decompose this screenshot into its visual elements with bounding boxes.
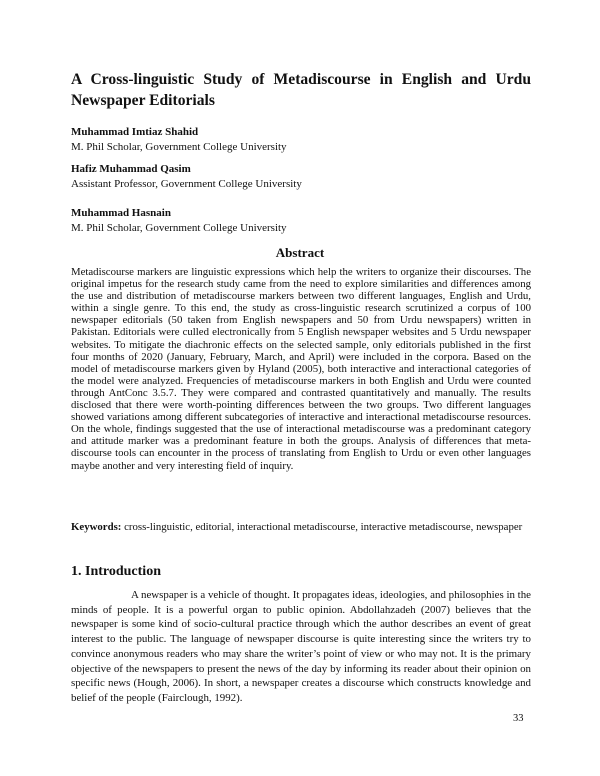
author-block — [71, 206, 531, 236]
section-heading-introduction: 1. Introduction — [71, 564, 161, 579]
author-name: Muhammad Hasnain — [71, 207, 171, 219]
author-affiliation: M. Phil Scholar, Government College University — [71, 141, 287, 153]
author-block — [71, 125, 531, 155]
abstract-text: Metadiscourse markers are linguistic expressions which help the writers to organize their discourses. The original impetus for the research study came from the need to explore similarities and differences among the use and distribution of metadiscourse markers between two different languages, English and Urdu, within a single genre. To this end, the study as cross-linguistic research scrutinized a corpus of 100 newspaper editorials (50 taken from English newspapers and 50 from Urdu newspapers) written in Pakistan. Editorials were culled electronically from 5 English newspaper websites and 5 Urdu newspaper websites. To mitigate the diachronic effects on the selected sample, only editorials published in the first four months of 2020 (January, February, March, and April) were included in the corpora. Based on the model of metadiscourse markers given by Hyland (2005), both interactive and interactional categories of the model were analyzed. Frequencies of metadiscourse markers in both English and Urdu were counted through AntConc 3.5.7. They were compared and contrasted quantitatively and manually. The results disclosed that there were worth-pointing differences between the two groups. Two different languages showed variations among different subcategories of interactive and interactional metadiscourse resources. On the whole, findings suggested that the use of interactional metadiscourse was a predominant category and attitude marker was a predominant feature in both the groups. Analysis of differences that meta-discourse tools can encounter in the process of translating from English to Urdu or even other languages maybe another and very interesting field of inquiry. — [71, 266, 531, 472]
abstract-heading: Abstract — [275, 245, 325, 260]
author-affiliation: M. Phil Scholar, Government College University — [71, 222, 287, 234]
keywords-label: Keywords: — [71, 521, 122, 533]
author-name: Hafiz Muhammad Qasim — [71, 163, 191, 175]
keywords-paragraph — [71, 521, 531, 534]
paper-title: A Cross-linguistic Study of Metadiscourse in English and Urdu Newspaper Editorials — [71, 71, 531, 109]
keywords-text: cross-linguistic, editorial, interactional metadiscourse, interactive metadiscourse, newspaper — [124, 521, 523, 533]
introduction-paragraph: A newspaper is a vehicle of thought. It propagates ideas, ideologies, and philosophies in the minds of people. It is a powerful organ to public opinion. Abdollahzadeh (2007) believes that the newspaper is some kind of socio-cultural practice through which the author describes an event of great interest to the public. The language of newspaper discourse is quite interesting since the writers try to convince anonymous readers who may share the writer’s point of view or who may not. It is the primary objective of the newspapers to present the news of the day by informing its reader about their opinion on specific news (Hough, 2006). In short, a newspaper creates a discourse which constructs knowledge and belief of the people (Fairclough, 1992). — [71, 589, 531, 704]
page-number: 33 — [513, 713, 524, 724]
author-affiliation: Assistant Professor, Government College University — [71, 178, 302, 190]
author-block — [71, 162, 531, 192]
author-name: Muhammad Imtiaz Shahid — [71, 126, 199, 138]
